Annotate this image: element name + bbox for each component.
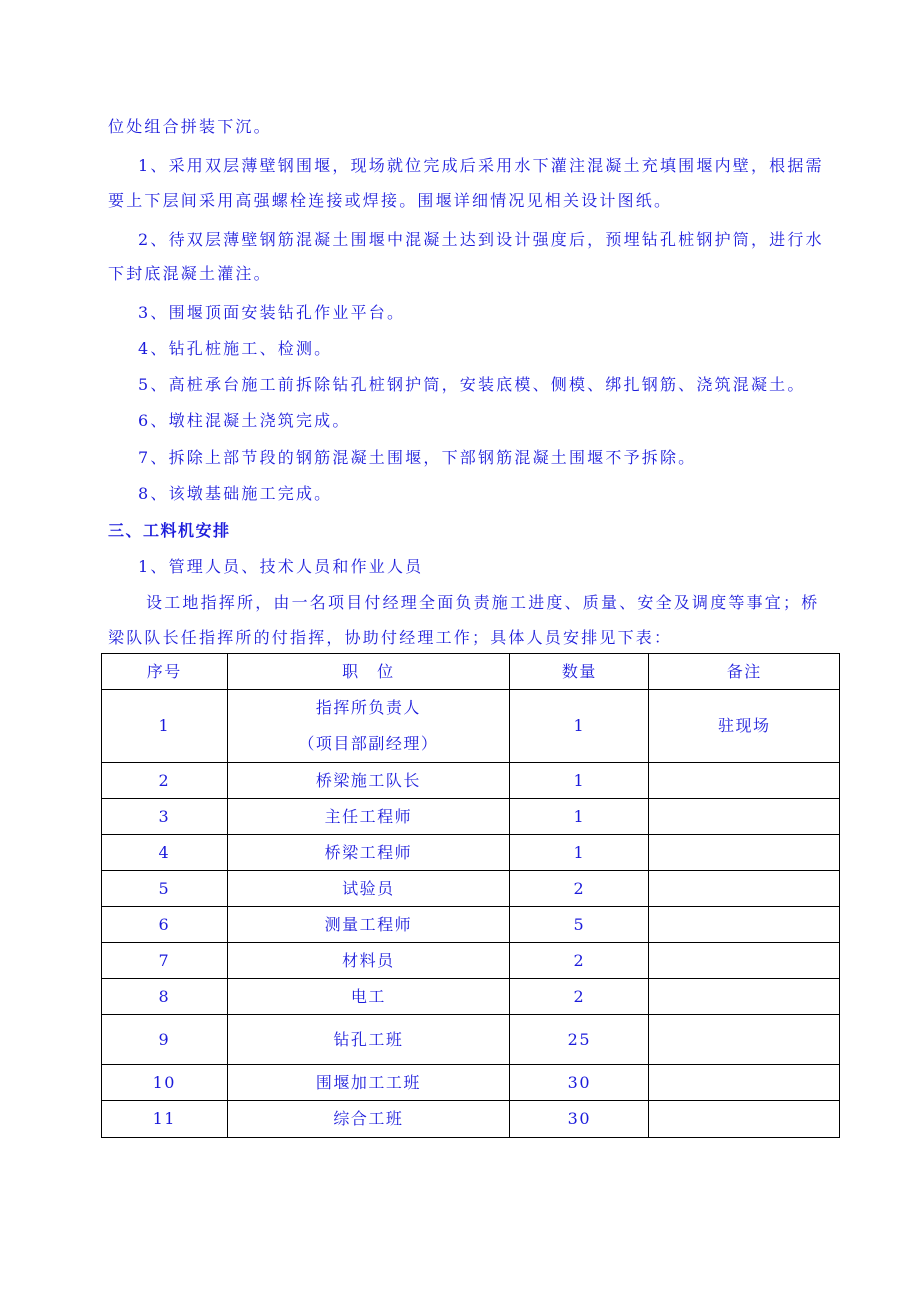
- intro-line-2: 梁队队长任指挥所的付指挥，协助付经理工作；具体人员安排见下表：: [108, 628, 673, 647]
- subsection-1-title: 1、管理人员、技术人员和作业人员: [138, 557, 424, 576]
- cell-quantity: 1: [510, 690, 649, 763]
- cell-note: [649, 871, 840, 907]
- cell-note: [649, 835, 840, 871]
- table-row: [102, 799, 840, 835]
- step-4: 4、钻孔桩施工、检测。: [138, 339, 333, 358]
- cell-quantity: 2: [510, 979, 649, 1015]
- cell-note: [649, 1101, 840, 1138]
- cell-position: 桥梁施工队长: [227, 763, 510, 799]
- cell-note: [649, 1015, 840, 1065]
- step-1-line-1: 1、采用双层薄壁钢围堰，现场就位完成后采用水下灌注混凝土充填围堰内壁，根据需: [138, 156, 824, 175]
- table-header-row: [102, 654, 840, 690]
- table-row: [102, 1015, 840, 1065]
- intro-line-1: 设工地指挥所，由一名项目付经理全面负责施工进度、质量、安全及调度等事宜；桥: [146, 593, 820, 612]
- cell-position: [227, 690, 510, 763]
- cell-no: 1: [102, 690, 228, 763]
- step-1-line-2: 要上下层间采用高强螺栓连接或焊接。围堰详细情况见相关设计图纸。: [108, 191, 673, 210]
- cell-no: 5: [102, 871, 228, 907]
- table-row: [102, 835, 840, 871]
- cell-no: 11: [102, 1101, 228, 1138]
- cell-quantity: 1: [510, 835, 649, 871]
- cell-no: 2: [102, 763, 228, 799]
- cell-note: 驻现场: [649, 690, 840, 763]
- table-row: [102, 871, 840, 907]
- cell-note: [649, 1065, 840, 1101]
- section-3-heading: 三、工料机安排: [108, 521, 231, 540]
- header-no: 序号: [102, 654, 228, 690]
- cell-position: 材料员: [227, 943, 510, 979]
- step-2-line-1: 2、待双层薄壁钢筋混凝土围堰中混凝土达到设计强度后，预埋钻孔桩钢护筒，进行水: [138, 230, 824, 249]
- cell-no: 7: [102, 943, 228, 979]
- cell-quantity: 25: [510, 1015, 649, 1065]
- cell-note: [649, 907, 840, 943]
- cell-position: 电工: [227, 979, 510, 1015]
- cell-position: 综合工班: [227, 1101, 510, 1138]
- cell-no: 9: [102, 1015, 228, 1065]
- header-quantity: 数量: [510, 654, 649, 690]
- cell-note: [649, 799, 840, 835]
- paragraph-continuation: 位处组合拼装下沉。: [108, 117, 272, 136]
- cell-note: [649, 943, 840, 979]
- cell-quantity: 1: [510, 799, 649, 835]
- cell-position-line-2: （项目部副经理）: [298, 734, 439, 753]
- cell-quantity: 1: [510, 763, 649, 799]
- table-row: [102, 1101, 840, 1138]
- cell-position: 桥梁工程师: [227, 835, 510, 871]
- cell-quantity: 2: [510, 943, 649, 979]
- step-6: 6、墩柱混凝土浇筑完成。: [138, 411, 351, 430]
- staff-table: [101, 653, 840, 1138]
- step-5: 5、高桩承台施工前拆除钻孔桩钢护筒，安装底模、侧模、绑扎钢筋、浇筑混凝土。: [138, 375, 806, 394]
- cell-position-line-1: 指挥所负责人: [315, 698, 421, 717]
- step-8: 8、该墩基础施工完成。: [138, 484, 333, 503]
- cell-position: 钻孔工班: [227, 1015, 510, 1065]
- table-row: [102, 1065, 840, 1101]
- table-row: [102, 907, 840, 943]
- step-2-line-2: 下封底混凝土灌注。: [108, 264, 272, 283]
- table-row: [102, 763, 840, 799]
- table-row: [102, 943, 840, 979]
- cell-no: 10: [102, 1065, 228, 1101]
- cell-no: 4: [102, 835, 228, 871]
- step-7: 7、拆除上部节段的钢筋混凝土围堰，下部钢筋混凝土围堰不予拆除。: [138, 448, 697, 467]
- table-row: [102, 979, 840, 1015]
- table-row: [102, 690, 840, 763]
- header-position: 职 位: [227, 654, 510, 690]
- cell-position: 测量工程师: [227, 907, 510, 943]
- step-3: 3、围堰顶面安装钻孔作业平台。: [138, 303, 406, 322]
- header-note: 备注: [649, 654, 840, 690]
- cell-no: 8: [102, 979, 228, 1015]
- cell-position: 试验员: [227, 871, 510, 907]
- cell-quantity: 2: [510, 871, 649, 907]
- cell-position: 主任工程师: [227, 799, 510, 835]
- cell-quantity: 5: [510, 907, 649, 943]
- cell-position: 围堰加工工班: [227, 1065, 510, 1101]
- cell-no: 3: [102, 799, 228, 835]
- cell-quantity: 30: [510, 1101, 649, 1138]
- cell-note: [649, 763, 840, 799]
- cell-quantity: 30: [510, 1065, 649, 1101]
- cell-note: [649, 979, 840, 1015]
- cell-no: 6: [102, 907, 228, 943]
